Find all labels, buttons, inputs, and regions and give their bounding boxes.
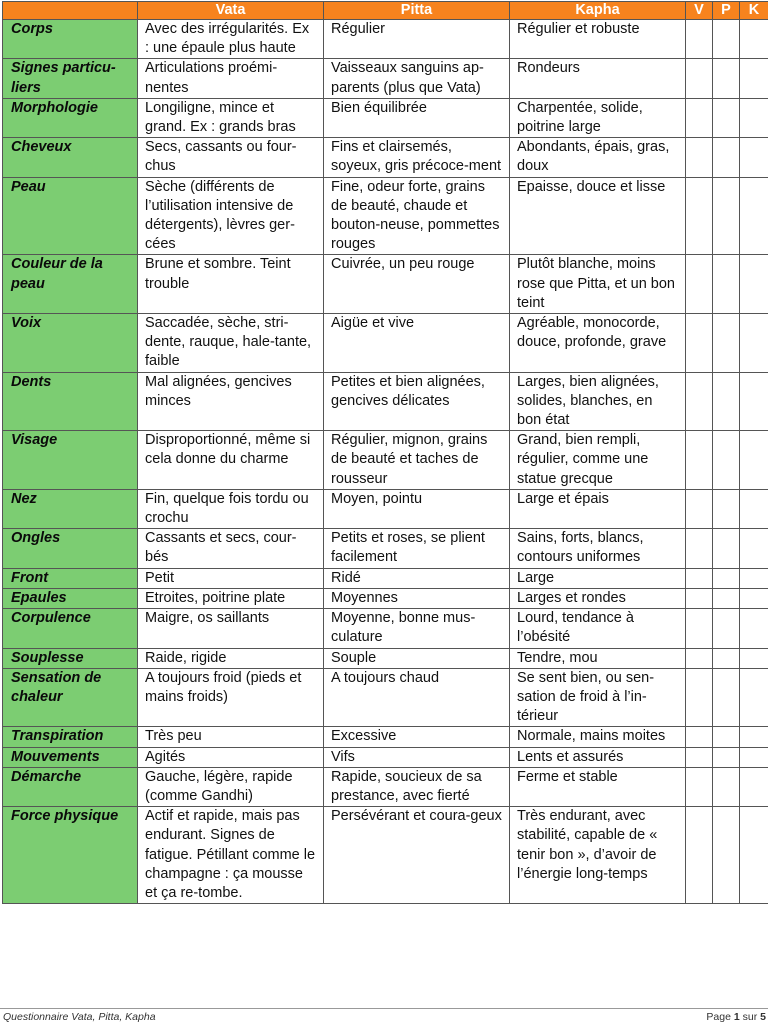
category-cell: Front — [3, 568, 138, 588]
p-check-cell[interactable] — [713, 20, 740, 59]
category-cell: Voix — [3, 314, 138, 373]
pitta-cell: Vifs — [324, 747, 510, 767]
p-check-cell[interactable] — [713, 98, 740, 137]
k-check-cell[interactable] — [740, 568, 768, 588]
kapha-cell: Ferme et stable — [510, 767, 686, 806]
kapha-cell: Très endurant, avec stabilité, capable de « tenir bon », d’avoir de l’énergie long-temps — [510, 807, 686, 904]
kapha-cell: Epaisse, douce et lisse — [510, 177, 686, 255]
pitta-cell: Moyennes — [324, 588, 510, 608]
category-cell: Mouvements — [3, 747, 138, 767]
kapha-cell: Large et épais — [510, 489, 686, 528]
kapha-cell: Agréable, monocorde, douce, profonde, grave — [510, 314, 686, 373]
vata-cell: Brune et sombre. Teint trouble — [138, 255, 324, 314]
v-check-cell[interactable] — [686, 20, 713, 59]
table-row — [3, 20, 768, 59]
vata-cell: Longiligne, mince et grand. Ex : grands bras — [138, 98, 324, 137]
pitta-cell: Cuivrée, un peu rouge — [324, 255, 510, 314]
v-check-cell[interactable] — [686, 767, 713, 806]
k-check-cell[interactable] — [740, 588, 768, 608]
page-current: 1 — [733, 1011, 740, 1023]
p-check-cell[interactable] — [713, 668, 740, 727]
p-check-cell[interactable] — [713, 767, 740, 806]
pitta-cell: Excessive — [324, 727, 510, 747]
v-check-cell[interactable] — [686, 177, 713, 255]
p-check-cell[interactable] — [713, 255, 740, 314]
header-k: K — [740, 2, 768, 20]
category-cell: Peau — [3, 177, 138, 255]
k-check-cell[interactable] — [740, 372, 768, 431]
category-cell: Sensation de chaleur — [3, 668, 138, 727]
kapha-cell: Lourd, tendance à l’obésité — [510, 609, 686, 648]
table-row — [3, 807, 768, 904]
k-check-cell[interactable] — [740, 609, 768, 648]
kapha-cell: Charpentée, solide, poitrine large — [510, 98, 686, 137]
pitta-cell: Fins et clairsemés, soyeux, gris précoce-ment — [324, 138, 510, 177]
pitta-cell: Moyen, pointu — [324, 489, 510, 528]
vata-cell: Raide, rigide — [138, 648, 324, 668]
pitta-cell: Bien équilibrée — [324, 98, 510, 137]
table-row — [3, 372, 768, 431]
vata-cell: Cassants et secs, cour-bés — [138, 529, 324, 568]
table-row — [3, 59, 768, 98]
v-check-cell[interactable] — [686, 747, 713, 767]
k-check-cell[interactable] — [740, 489, 768, 528]
k-check-cell[interactable] — [740, 20, 768, 59]
pitta-cell: Petits et roses, se plient facilement — [324, 529, 510, 568]
header-kapha: Kapha — [510, 2, 686, 20]
header-vata: Vata — [138, 2, 324, 20]
v-check-cell[interactable] — [686, 568, 713, 588]
p-check-cell[interactable] — [713, 529, 740, 568]
pitta-cell: Régulier — [324, 20, 510, 59]
v-check-cell[interactable] — [686, 314, 713, 373]
v-check-cell[interactable] — [686, 807, 713, 904]
category-cell: Force physique — [3, 807, 138, 904]
p-check-cell[interactable] — [713, 807, 740, 904]
k-check-cell[interactable] — [740, 98, 768, 137]
vata-cell: Secs, cassants ou four-chus — [138, 138, 324, 177]
table-row — [3, 668, 768, 727]
kapha-cell: Plutôt blanche, moins rose que Pitta, et un bon teint — [510, 255, 686, 314]
k-check-cell[interactable] — [740, 59, 768, 98]
category-cell: Cheveux — [3, 138, 138, 177]
vata-cell: Sèche (différents de l’utilisation intensive de détergents), lèvres ger-cées — [138, 177, 324, 255]
vata-cell: Fin, quelque fois tordu ou crochu — [138, 489, 324, 528]
pitta-cell: Ridé — [324, 568, 510, 588]
pitta-cell: Petites et bien alignées, gencives délicates — [324, 372, 510, 431]
v-check-cell[interactable] — [686, 431, 713, 490]
kapha-cell: Grand, bien rempli, régulier, comme une statue grecque — [510, 431, 686, 490]
pitta-cell: Moyenne, bonne mus-culature — [324, 609, 510, 648]
v-check-cell[interactable] — [686, 588, 713, 608]
p-check-cell[interactable] — [713, 568, 740, 588]
v-check-cell[interactable] — [686, 648, 713, 668]
table-row — [3, 431, 768, 490]
page-total: 5 — [760, 1011, 766, 1023]
category-cell: Morphologie — [3, 98, 138, 137]
table-row — [3, 568, 768, 588]
table-row — [3, 727, 768, 747]
category-cell: Nez — [3, 489, 138, 528]
category-cell: Corps — [3, 20, 138, 59]
kapha-cell: Se sent bien, ou sen-sation de froid à l’in-térieur — [510, 668, 686, 727]
p-check-cell[interactable] — [713, 431, 740, 490]
kapha-cell: Large — [510, 568, 686, 588]
footer-title: Questionnaire Vata, Pitta, Kapha — [3, 1011, 156, 1023]
v-check-cell[interactable] — [686, 727, 713, 747]
page-sep: sur — [742, 1011, 758, 1023]
p-check-cell[interactable] — [713, 314, 740, 373]
kapha-cell: Sains, forts, blancs, contours uniformes — [510, 529, 686, 568]
table-row — [3, 177, 768, 255]
p-check-cell[interactable] — [713, 177, 740, 255]
kapha-cell: Rondeurs — [510, 59, 686, 98]
vata-cell: A toujours froid (pieds et mains froids) — [138, 668, 324, 727]
pitta-cell: Aigüe et vive — [324, 314, 510, 373]
k-check-cell[interactable] — [740, 668, 768, 727]
v-check-cell[interactable] — [686, 609, 713, 648]
v-check-cell[interactable] — [686, 489, 713, 528]
table-row — [3, 529, 768, 568]
vata-cell: Disproportionné, même si cela donne du charme — [138, 431, 324, 490]
vata-cell: Gauche, légère, rapide (comme Gandhi) — [138, 767, 324, 806]
v-check-cell[interactable] — [686, 372, 713, 431]
category-cell: Corpulence — [3, 609, 138, 648]
p-check-cell[interactable] — [713, 59, 740, 98]
vata-cell: Agités — [138, 747, 324, 767]
v-check-cell[interactable] — [686, 59, 713, 98]
dosha-questionnaire-table — [2, 1, 768, 904]
table-row — [3, 138, 768, 177]
vata-cell: Mal alignées, gencives minces — [138, 372, 324, 431]
footer-page-number — [706, 1011, 766, 1023]
table-row — [3, 767, 768, 806]
category-cell: Souplesse — [3, 648, 138, 668]
k-check-cell[interactable] — [740, 529, 768, 568]
page-prefix: Page — [706, 1011, 731, 1023]
kapha-cell: Régulier et robuste — [510, 20, 686, 59]
p-check-cell[interactable] — [713, 609, 740, 648]
category-cell: Ongles — [3, 529, 138, 568]
kapha-cell: Normale, mains moites — [510, 727, 686, 747]
kapha-cell: Larges, bien alignées, solides, blanches, en bon état — [510, 372, 686, 431]
p-check-cell[interactable] — [713, 588, 740, 608]
k-check-cell[interactable] — [740, 255, 768, 314]
v-check-cell[interactable] — [686, 529, 713, 568]
table-row — [3, 489, 768, 528]
table-row — [3, 747, 768, 767]
kapha-cell: Tendre, mou — [510, 648, 686, 668]
vata-cell: Maigre, os saillants — [138, 609, 324, 648]
p-check-cell[interactable] — [713, 648, 740, 668]
pitta-cell: Persévérant et coura-geux — [324, 807, 510, 904]
header-p: P — [713, 2, 740, 20]
table-row — [3, 648, 768, 668]
k-check-cell[interactable] — [740, 767, 768, 806]
category-cell: Dents — [3, 372, 138, 431]
k-check-cell[interactable] — [740, 314, 768, 373]
v-check-cell[interactable] — [686, 98, 713, 137]
vata-cell: Etroites, poitrine plate — [138, 588, 324, 608]
p-check-cell[interactable] — [713, 372, 740, 431]
kapha-cell: Lents et assurés — [510, 747, 686, 767]
kapha-cell: Abondants, épais, gras, doux — [510, 138, 686, 177]
v-check-cell[interactable] — [686, 138, 713, 177]
table-row — [3, 314, 768, 373]
table-row — [3, 588, 768, 608]
k-check-cell[interactable] — [740, 807, 768, 904]
p-check-cell[interactable] — [713, 727, 740, 747]
k-check-cell[interactable] — [740, 747, 768, 767]
category-cell: Visage — [3, 431, 138, 490]
header-v: V — [686, 2, 713, 20]
k-check-cell[interactable] — [740, 727, 768, 747]
pitta-cell: Rapide, soucieux de sa prestance, avec fierté — [324, 767, 510, 806]
pitta-cell: Régulier, mignon, grains de beauté et taches de rousseur — [324, 431, 510, 490]
vata-cell: Avec des irrégularités. Ex : une épaule plus haute — [138, 20, 324, 59]
category-cell: Epaules — [3, 588, 138, 608]
footer-divider — [0, 1008, 768, 1009]
category-cell: Signes particu-liers — [3, 59, 138, 98]
k-check-cell[interactable] — [740, 431, 768, 490]
vata-cell: Actif et rapide, mais pas endurant. Signes de fatigue. Pétillant comme le champagne : ça mousse et ça re-tombe. — [138, 807, 324, 904]
k-check-cell[interactable] — [740, 177, 768, 255]
pitta-cell: A toujours chaud — [324, 668, 510, 727]
p-check-cell[interactable] — [713, 489, 740, 528]
table-row — [3, 255, 768, 314]
category-cell: Transpiration — [3, 727, 138, 747]
vata-cell: Articulations proémi-nentes — [138, 59, 324, 98]
kapha-cell: Larges et rondes — [510, 588, 686, 608]
pitta-cell: Souple — [324, 648, 510, 668]
v-check-cell[interactable] — [686, 255, 713, 314]
category-cell: Couleur de la peau — [3, 255, 138, 314]
category-cell: Démarche — [3, 767, 138, 806]
v-check-cell[interactable] — [686, 668, 713, 727]
p-check-cell[interactable] — [713, 747, 740, 767]
vata-cell: Petit — [138, 568, 324, 588]
pitta-cell: Fine, odeur forte, grains de beauté, chaude et bouton-neuse, pommettes rouges — [324, 177, 510, 255]
p-check-cell[interactable] — [713, 138, 740, 177]
table-row — [3, 98, 768, 137]
k-check-cell[interactable] — [740, 138, 768, 177]
pitta-cell: Vaisseaux sanguins ap-parents (plus que Vata) — [324, 59, 510, 98]
header-row — [3, 2, 768, 20]
k-check-cell[interactable] — [740, 648, 768, 668]
table-row — [3, 609, 768, 648]
vata-cell: Saccadée, sèche, stri-dente, rauque, hale-tante, faible — [138, 314, 324, 373]
header-blank-cell — [3, 2, 138, 20]
vata-cell: Très peu — [138, 727, 324, 747]
header-pitta: Pitta — [324, 2, 510, 20]
